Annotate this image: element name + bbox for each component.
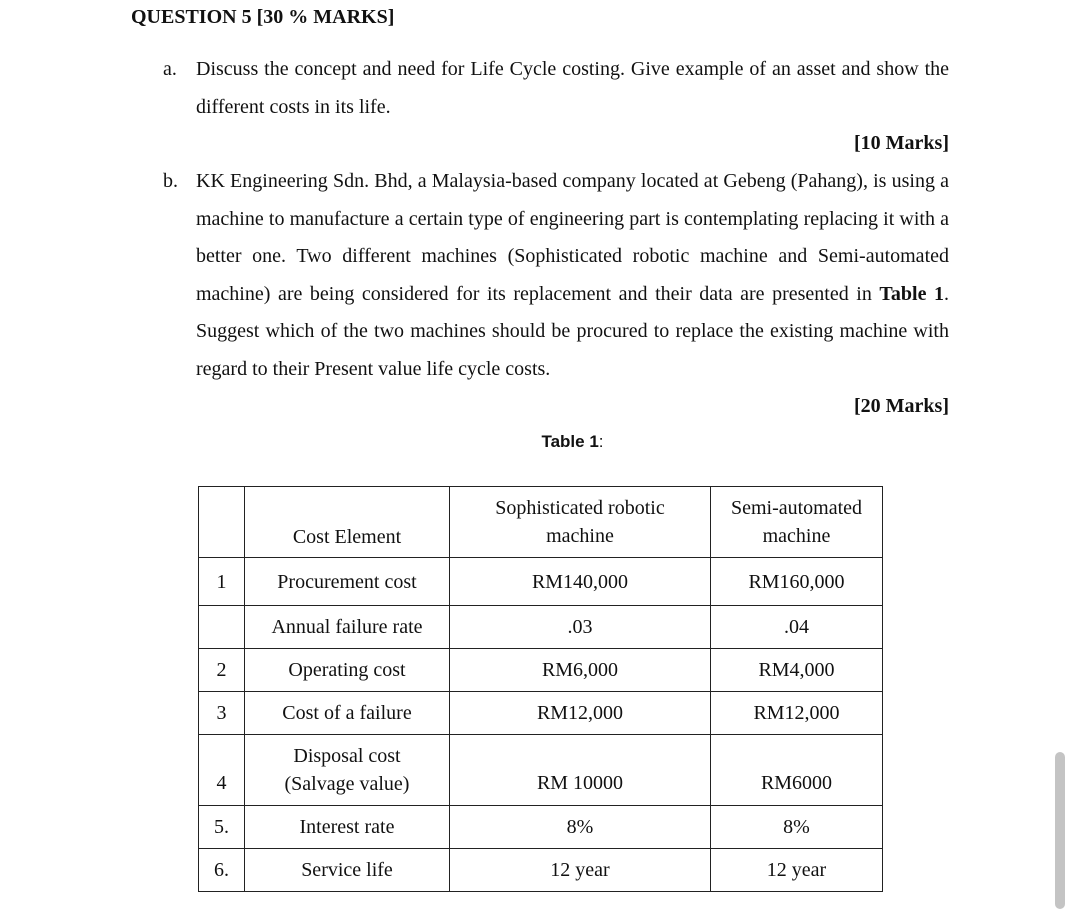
table-row — [199, 849, 883, 892]
row-no: 5. — [199, 806, 245, 849]
row-element: Disposal cost (Salvage value) — [245, 735, 450, 806]
row-robotic-value: 12 year — [450, 849, 711, 892]
row-robotic-value: RM12,000 — [450, 692, 711, 735]
row-semi-value: 12 year — [711, 849, 883, 892]
scrollbar-thumb[interactable] — [1055, 752, 1065, 909]
row-element: Annual failure rate — [245, 606, 450, 649]
row-element: Cost of a failure — [245, 692, 450, 735]
row-element: Service life — [245, 849, 450, 892]
row-semi-value: RM160,000 — [711, 558, 883, 606]
part-b-text-after: . Suggest which of the two machines should be procured to replace the existing machine with regard to their Present value life cycle costs. — [196, 282, 949, 380]
part-a-text: Discuss the concept and need for Life Cycle costing. Give example of an asset and show the different costs in its life. — [196, 58, 949, 118]
row-no — [199, 606, 245, 649]
row-robotic-value: RM140,000 — [450, 558, 711, 606]
row-element: Procurement cost — [245, 558, 450, 606]
table-row — [199, 606, 883, 649]
header-robotic: Sophisticated robotic machine — [450, 487, 711, 558]
part-b-marks: [20 Marks] — [854, 395, 949, 417]
row-robotic-value: 8% — [450, 806, 711, 849]
row-element: Operating cost — [245, 649, 450, 692]
question-title: QUESTION 5 [30 % MARKS] — [131, 6, 395, 28]
header-no — [199, 487, 245, 558]
table-caption-colon: : — [598, 432, 604, 451]
row-element: Interest rate — [245, 806, 450, 849]
table-row — [199, 692, 883, 735]
row-no: 1 — [199, 558, 245, 606]
part-a-letter: a. — [163, 58, 177, 80]
row-semi-value: RM12,000 — [711, 692, 883, 735]
row-semi-value: RM6000 — [711, 735, 883, 806]
part-b-text — [196, 163, 949, 388]
part-b-letter: b. — [163, 170, 178, 192]
header-cost-element: Cost Element — [245, 487, 450, 558]
row-robotic-value: RM6,000 — [450, 649, 711, 692]
cost-table — [198, 486, 883, 892]
row-robotic-value: .03 — [450, 606, 711, 649]
row-no: 4 — [199, 735, 245, 806]
row-robotic-value: RM 10000 — [450, 735, 711, 806]
table-row — [199, 558, 883, 606]
table-caption — [0, 432, 1080, 452]
part-b-text-before: KK Engineering Sdn. Bhd, a Malaysia-based company located at Gebeng (Pahang), is using a machine to manufacture a certain type of engineering part is contemplating replacing it with a better one. Two different machines (Sophisticated robotic machine and Semi-automated machine) are being considered for its replacement and their data are presented in — [196, 170, 949, 305]
table-row — [199, 649, 883, 692]
table-caption-label: Table 1 — [541, 432, 599, 451]
table-reference: Table 1 — [879, 282, 944, 305]
table-row — [199, 806, 883, 849]
row-semi-value: 8% — [711, 806, 883, 849]
header-semi-automated: Semi-automated machine — [711, 487, 883, 558]
row-no: 3 — [199, 692, 245, 735]
row-semi-value: RM4,000 — [711, 649, 883, 692]
table-header-row — [199, 487, 883, 558]
table-row — [199, 735, 883, 806]
row-semi-value: .04 — [711, 606, 883, 649]
row-no: 2 — [199, 649, 245, 692]
row-no: 6. — [199, 849, 245, 892]
part-a-marks: [10 Marks] — [854, 132, 949, 154]
